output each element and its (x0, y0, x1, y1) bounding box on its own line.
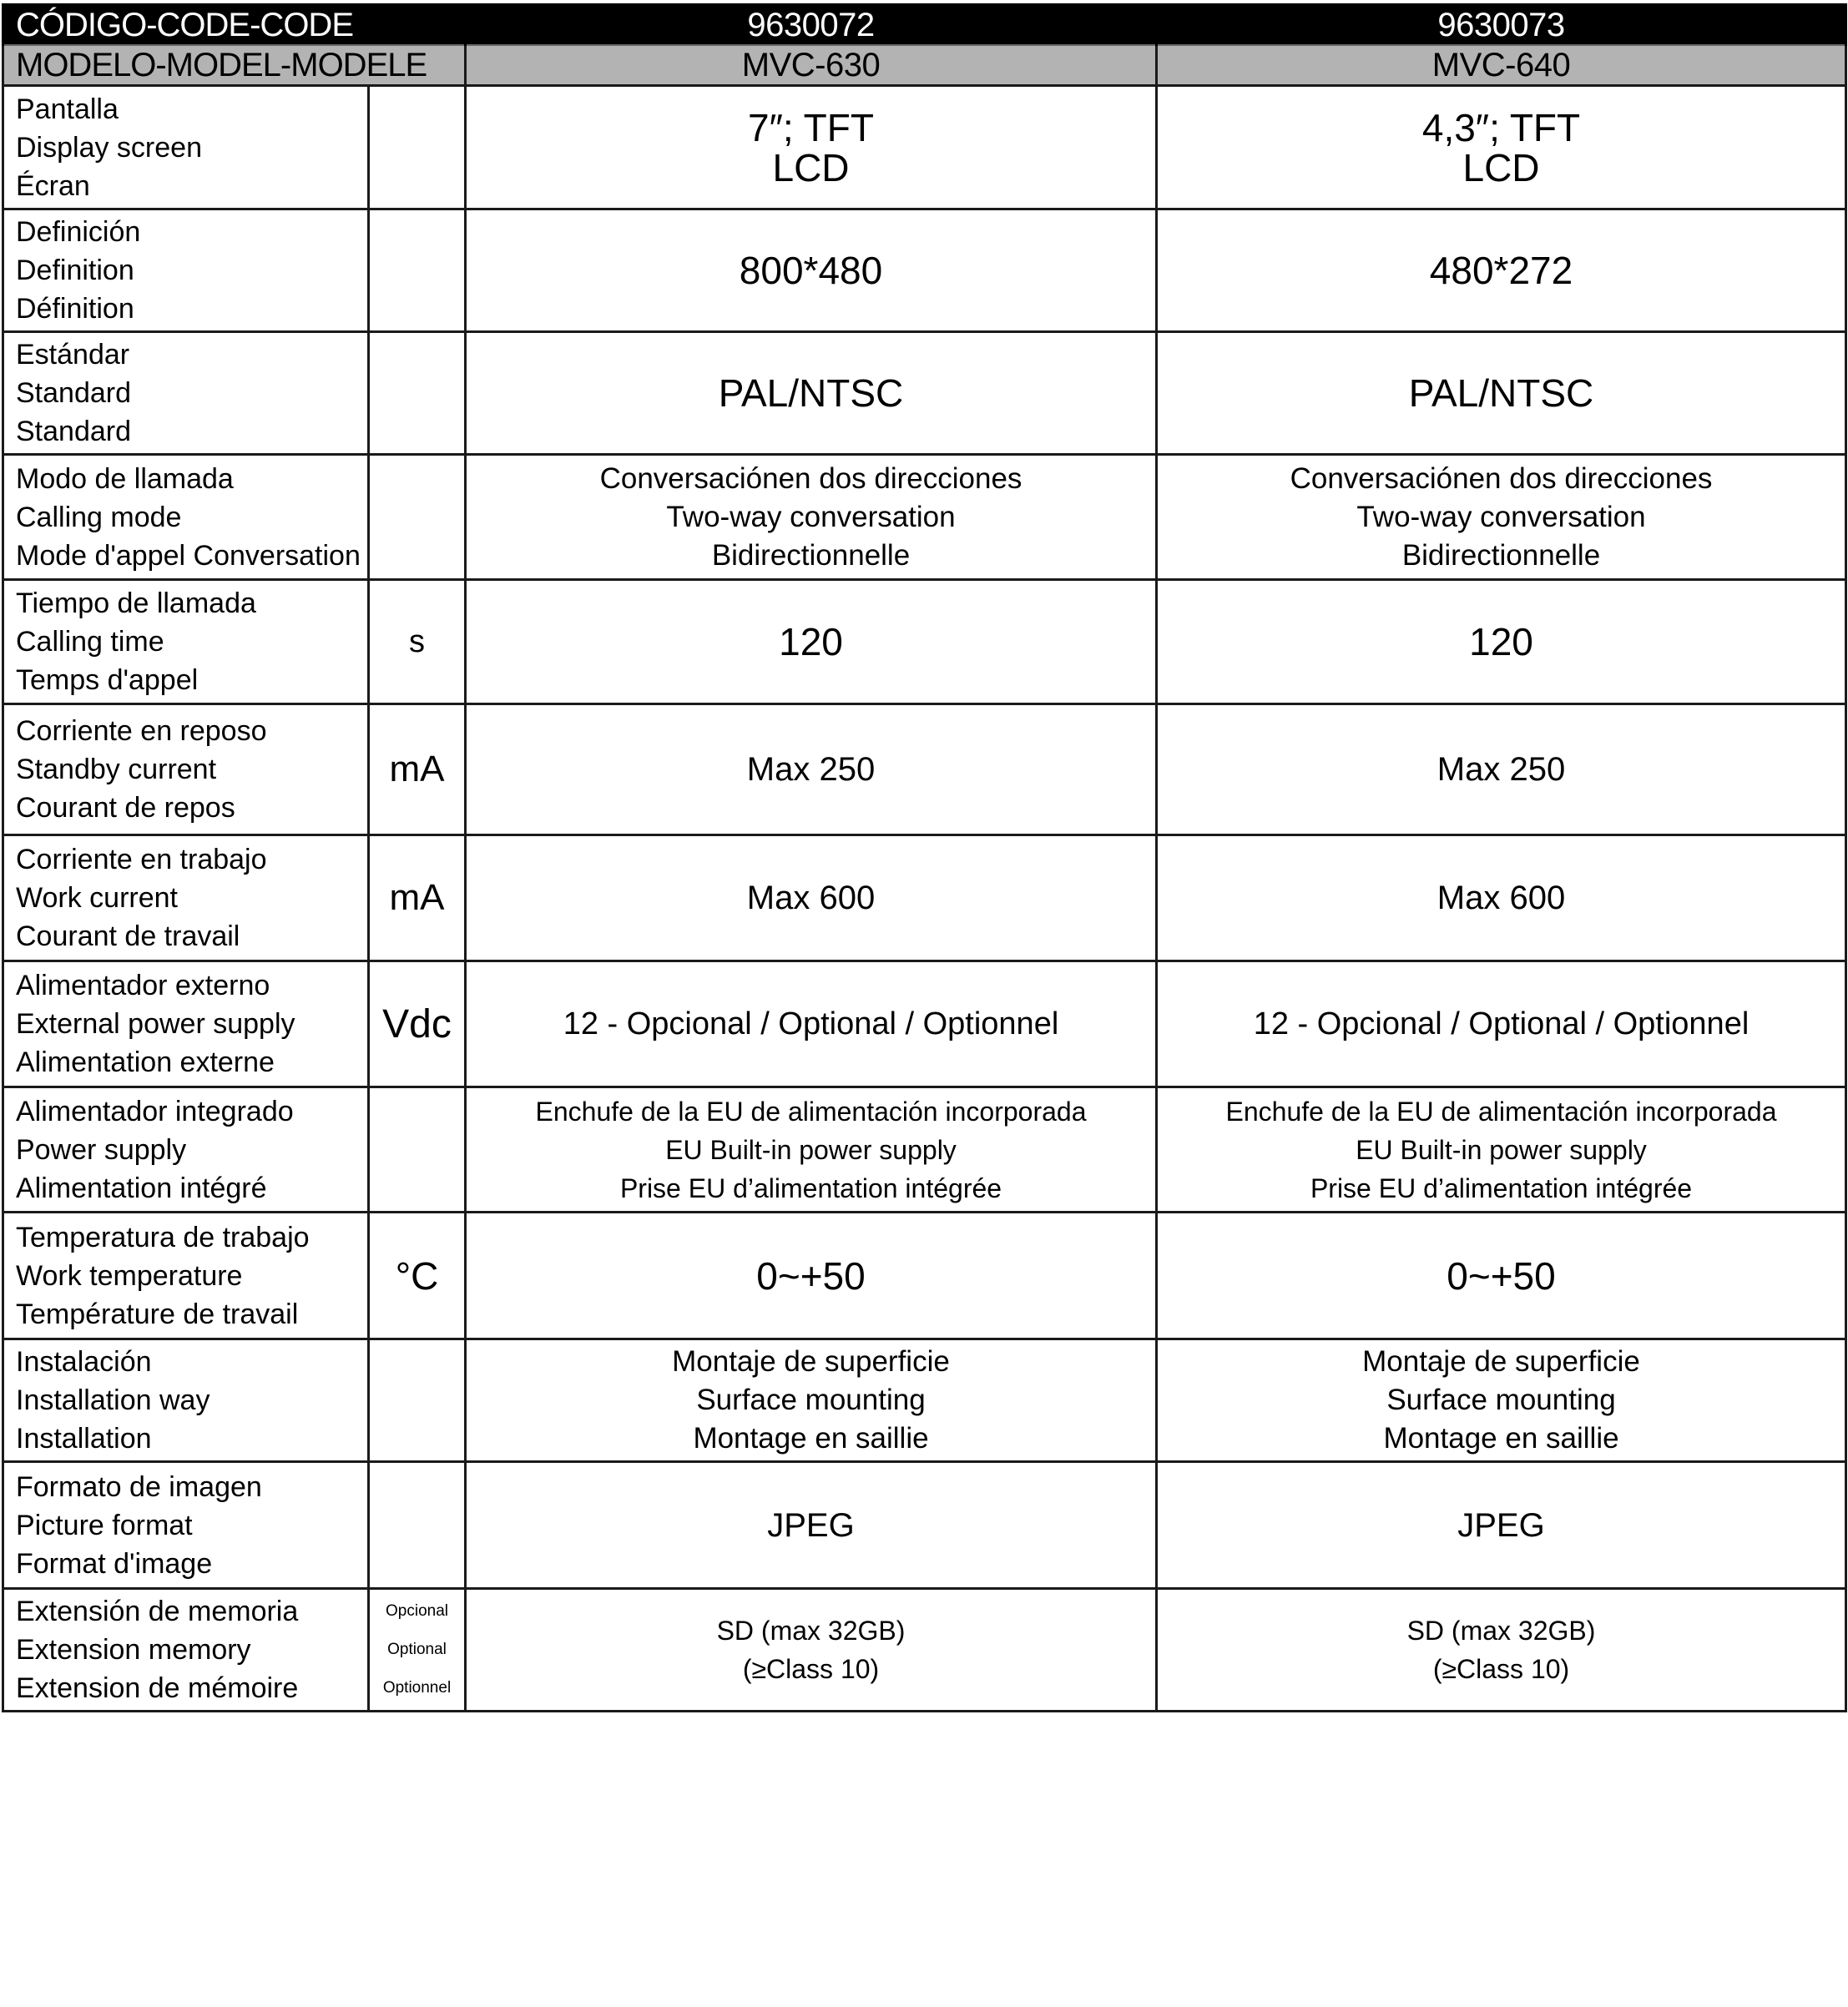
spec-value-a (466, 1213, 1157, 1339)
label-en: Definition (16, 255, 134, 286)
value-line: Enchufe de la EU de alimentación incorporada (535, 1096, 1087, 1127)
label-en: Picture format (16, 1509, 193, 1541)
label-fr: Mode d'appel Conversation (16, 539, 361, 572)
spec-value-b (1157, 1213, 1846, 1339)
value-line: Bidirectionnelle (1401, 538, 1601, 572)
label-fr: Standard (16, 416, 131, 447)
unit-fr: Optionnel (382, 1679, 452, 1697)
value-line: Two-way conversation (666, 500, 956, 533)
label-fr: Alimentation externe (16, 1046, 275, 1078)
spec-value-b (1157, 86, 1846, 209)
code-row (3, 5, 1846, 46)
spec-value-a (466, 1339, 1157, 1462)
value-line: SD (max 32GB) (716, 1616, 906, 1646)
value-line: 800*480 (739, 249, 883, 292)
code-label: CÓDIGO-CODE-CODE (3, 5, 466, 46)
label-es: Instalación (16, 1346, 152, 1378)
value-line: 12 - Opcional / Optional / Optionnel (1253, 1006, 1750, 1041)
label-es: Corriente en trabajo (16, 844, 267, 875)
value-line: Prise EU d’alimentation intégrée (1310, 1172, 1693, 1203)
spec-value-a (466, 961, 1157, 1087)
label-fr: Courant de travail (16, 920, 240, 952)
spec-label (3, 209, 369, 332)
value-line: LCD (772, 145, 850, 189)
label-en: Installation way (16, 1384, 210, 1416)
label-fr: Format d'image (16, 1547, 213, 1580)
value-line: Max 600 (1436, 880, 1566, 916)
spec-value-a (466, 704, 1157, 835)
label-es: Tiempo de llamada (16, 587, 256, 619)
label-fr: Température de travail (16, 1298, 299, 1330)
spec-unit (369, 209, 466, 332)
label-en: Power supply (16, 1133, 187, 1166)
value-line: 4,3″; TFT (1421, 105, 1581, 149)
value-line: PAL/NTSC (1408, 371, 1594, 415)
spec-unit: s (369, 580, 466, 704)
label-es: Modo de llamada (16, 462, 234, 495)
spec-unit (369, 86, 466, 209)
spec-row-integrated-power (3, 1087, 1846, 1213)
spec-value-a (466, 455, 1157, 580)
spec-value-b (1157, 1462, 1846, 1589)
spec-value-a (466, 1462, 1157, 1589)
label-en: External power supply (16, 1008, 295, 1040)
label-en: Standby current (16, 754, 217, 785)
spec-row-external-power (3, 961, 1846, 1087)
value-line: Prise EU d’alimentation intégrée (619, 1172, 1002, 1203)
label-fr: Alimentation intégré (16, 1172, 267, 1204)
spec-row-standard (3, 332, 1846, 455)
product-model: MVC-630 (466, 45, 1157, 86)
unit-es: Opcional (386, 1602, 448, 1620)
value-line: 0~+50 (1447, 1253, 1556, 1298)
spec-value-b (1157, 332, 1846, 455)
value-line: LCD (1462, 145, 1540, 189)
value-line: Bidirectionnelle (711, 538, 911, 572)
value-line: Montaje de superficie (1362, 1345, 1640, 1378)
spec-unit (369, 1462, 466, 1589)
label-es: Alimentador integrado (16, 1095, 294, 1127)
spec-unit: mA (369, 835, 466, 961)
value-line: Surface mounting (696, 1384, 926, 1416)
spec-unit: °C (369, 1213, 466, 1339)
spec-value-a (466, 209, 1157, 332)
value-line: (≥Class 10) (742, 1654, 880, 1684)
label-en: Calling mode (16, 501, 182, 533)
spec-value-b (1157, 1339, 1846, 1462)
value-line: Montage en saillie (1383, 1422, 1619, 1455)
spec-label (3, 332, 369, 455)
spec-label (3, 1213, 369, 1339)
value-line: (≥Class 10) (1432, 1654, 1570, 1684)
spec-row-display (3, 86, 1846, 209)
value-line: SD (max 32GB) (1406, 1616, 1596, 1646)
spec-value-b (1157, 209, 1846, 332)
label-en: Extension memory (16, 1634, 251, 1666)
label-es: Formato de imagen (16, 1470, 262, 1503)
label-en: Calling time (16, 626, 164, 658)
spec-value-b (1157, 455, 1846, 580)
label-fr: Courant de repos (16, 792, 235, 824)
spec-value-b (1157, 835, 1846, 961)
label-es: Corriente en reposo (16, 715, 267, 747)
spec-unit (369, 1589, 466, 1712)
model-row (3, 45, 1846, 86)
value-line: 120 (1469, 620, 1533, 663)
label-es: Definición (16, 216, 141, 248)
spec-unit (369, 1339, 466, 1462)
spec-unit (369, 332, 466, 455)
value-line: 0~+50 (756, 1253, 866, 1298)
spec-row-calling-mode (3, 455, 1846, 580)
product-code: 9630072 (466, 5, 1157, 46)
label-es: Temperatura de trabajo (16, 1221, 310, 1253)
spec-label (3, 1589, 369, 1712)
value-line: Montage en saillie (693, 1422, 929, 1455)
value-line: Two-way conversation (1356, 500, 1646, 533)
spec-label (3, 580, 369, 704)
label-fr: Définition (16, 293, 134, 325)
spec-row-work-temperature (3, 1213, 1846, 1339)
label-en: Standard (16, 377, 131, 409)
spec-value-b (1157, 704, 1846, 835)
spec-unit: mA (369, 704, 466, 835)
spec-unit (369, 1087, 466, 1213)
label-fr: Écran (16, 169, 90, 202)
spec-row-picture-format (3, 1462, 1846, 1589)
spec-value-a (466, 835, 1157, 961)
spec-label (3, 961, 369, 1087)
label-es: Estándar (16, 339, 130, 371)
value-line: JPEG (1457, 1506, 1545, 1544)
spec-row-work-current (3, 835, 1846, 961)
label-fr: Extension de mémoire (16, 1672, 299, 1704)
unit-en: Optional (387, 1641, 447, 1658)
label-es: Extensión de memoria (16, 1596, 299, 1627)
label-es: Alimentador externo (16, 970, 270, 1001)
value-line: 7″; TFT (748, 105, 874, 149)
value-line: 480*272 (1429, 249, 1573, 292)
spec-unit: Vdc (369, 961, 466, 1087)
spec-label (3, 1087, 369, 1213)
spec-label (3, 1462, 369, 1589)
spec-table (2, 3, 1847, 1712)
value-line: Montaje de superficie (672, 1345, 950, 1378)
spec-label (3, 1339, 369, 1462)
value-line: Surface mounting (1386, 1384, 1616, 1416)
product-model: MVC-640 (1157, 45, 1846, 86)
label-fr: Installation (16, 1423, 152, 1455)
product-code: 9630073 (1157, 5, 1846, 46)
value-line: EU Built-in power supply (1356, 1134, 1647, 1165)
spec-value-a (466, 580, 1157, 704)
spec-label (3, 455, 369, 580)
spec-value-b (1157, 580, 1846, 704)
spec-value-a (466, 1589, 1157, 1712)
value-line: Enchufe de la EU de alimentación incorporada (1225, 1096, 1777, 1127)
label-es: Pantalla (16, 93, 119, 125)
spec-row-calling-time (3, 580, 1846, 704)
spec-row-definition (3, 209, 1846, 332)
label-en: Display screen (16, 131, 202, 164)
label-en: Work temperature (16, 1259, 243, 1292)
spec-value-b (1157, 961, 1846, 1087)
spec-value-a (466, 1087, 1157, 1213)
value-line: Conversaciónen dos direcciones (1290, 461, 1713, 495)
value-line: PAL/NTSC (718, 371, 904, 415)
label-en: Work current (16, 882, 178, 914)
spec-unit (369, 455, 466, 580)
spec-row-standby-current (3, 704, 1846, 835)
spec-label (3, 86, 369, 209)
spec-value-a (466, 332, 1157, 455)
label-fr: Temps d'appel (16, 664, 199, 696)
value-line: JPEG (767, 1506, 855, 1544)
spec-value-b (1157, 1087, 1846, 1213)
value-line: EU Built-in power supply (665, 1134, 957, 1165)
value-line: Max 250 (746, 751, 876, 788)
model-label: MODELO-MODEL-MODELE (3, 45, 466, 86)
spec-value-b (1157, 1589, 1846, 1712)
value-line: 120 (779, 620, 843, 663)
spec-value-a (466, 86, 1157, 209)
spec-row-extension-memory (3, 1589, 1846, 1712)
value-line: Max 250 (1436, 751, 1566, 788)
value-line: Max 600 (746, 880, 876, 916)
spec-label (3, 835, 369, 961)
value-line: Conversaciónen dos direcciones (599, 461, 1022, 495)
spec-label (3, 704, 369, 835)
value-line: 12 - Opcional / Optional / Optionnel (563, 1006, 1059, 1041)
spec-sheet (2, 3, 1845, 1712)
spec-row-installation (3, 1339, 1846, 1462)
